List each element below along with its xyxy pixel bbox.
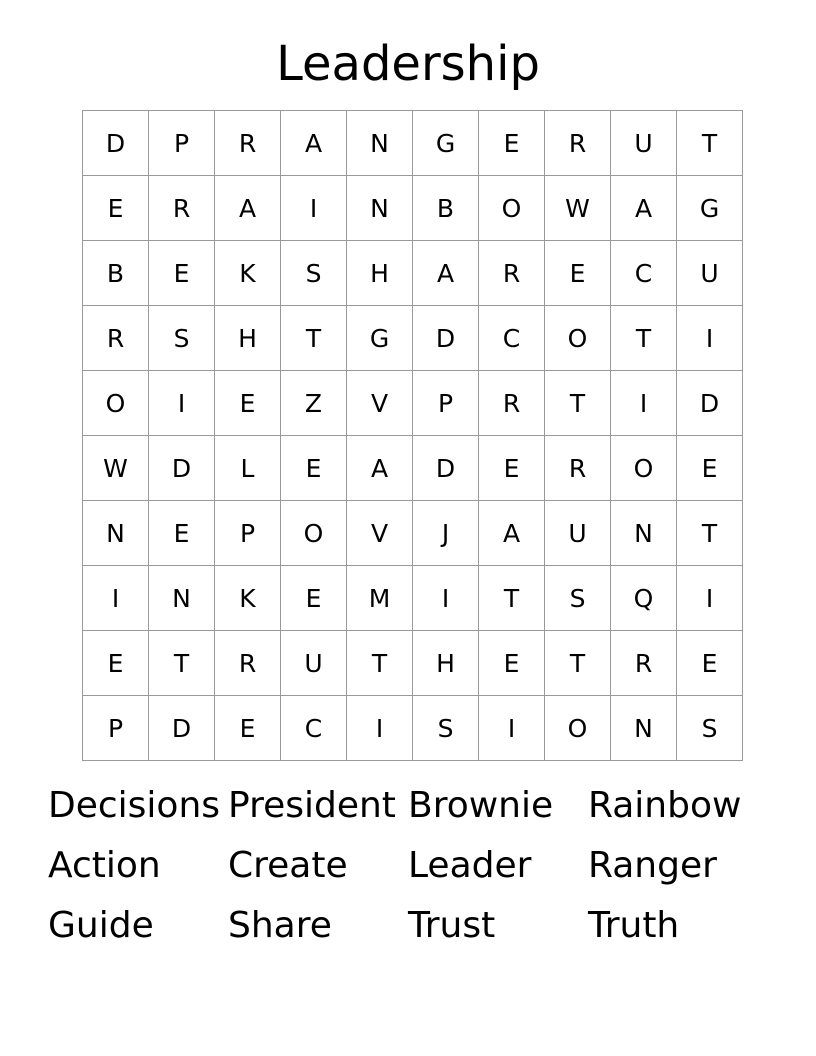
grid-cell: P [215,501,281,566]
grid-cell: W [545,176,611,241]
grid-cell: W [83,436,149,501]
word-list-item: Brownie [408,785,554,826]
grid-cell: L [215,436,281,501]
grid-cell: T [611,306,677,371]
word-list-item: President [228,785,396,826]
grid-cell: E [83,176,149,241]
grid-cell: B [83,241,149,306]
grid-cell: E [215,696,281,761]
grid-cell: V [347,371,413,436]
grid-cell: E [83,631,149,696]
grid-cell: J [413,501,479,566]
grid-cell: S [413,696,479,761]
grid-cell: E [479,111,545,176]
grid-cell: C [281,696,347,761]
grid-cell: T [677,501,743,566]
grid-cell: P [83,696,149,761]
grid-cell: S [677,696,743,761]
grid-cell: I [281,176,347,241]
grid-cell: O [83,371,149,436]
grid-cell: I [149,371,215,436]
grid-cell: C [611,241,677,306]
grid-cell: D [149,436,215,501]
grid-cell: Q [611,566,677,631]
grid-cell: S [281,241,347,306]
grid-cell: O [545,696,611,761]
grid-cell: U [545,501,611,566]
grid-row [83,111,743,176]
grid-cell: N [83,501,149,566]
letter-grid [82,110,743,761]
grid-row [83,241,743,306]
grid-cell: E [281,436,347,501]
grid-cell: A [479,501,545,566]
grid-cell: O [479,176,545,241]
grid-cell: G [677,176,743,241]
grid-cell: T [347,631,413,696]
grid-cell: I [479,696,545,761]
grid-row [83,631,743,696]
grid-cell: E [215,371,281,436]
grid-cell: U [677,241,743,306]
grid-cell: G [413,111,479,176]
grid-cell: Z [281,371,347,436]
grid-cell: E [677,631,743,696]
grid-cell: R [479,241,545,306]
grid-cell: D [413,306,479,371]
grid-cell: E [677,436,743,501]
grid-cell: E [479,631,545,696]
grid-cell: R [149,176,215,241]
grid-cell: B [413,176,479,241]
grid-row [83,176,743,241]
grid-cell: E [149,501,215,566]
word-list-item: Decisions [48,785,221,826]
grid-cell: H [215,306,281,371]
grid-row [83,501,743,566]
grid-row [83,696,743,761]
grid-cell: R [215,631,281,696]
grid-cell: R [545,111,611,176]
grid-cell: T [281,306,347,371]
grid-row [83,306,743,371]
grid-cell: T [149,631,215,696]
grid-cell: M [347,566,413,631]
grid-cell: E [545,241,611,306]
grid-cell: O [545,306,611,371]
grid-cell: E [479,436,545,501]
grid-cell: T [545,371,611,436]
grid-cell: N [611,501,677,566]
grid-cell: A [611,176,677,241]
grid-cell: D [677,371,743,436]
grid-cell: K [215,241,281,306]
grid-cell: A [347,436,413,501]
grid-cell: T [479,566,545,631]
grid-cell: R [545,436,611,501]
grid-cell: P [413,371,479,436]
word-list-item: Truth [588,905,680,946]
grid-cell: E [149,241,215,306]
grid-cell: E [281,566,347,631]
word-list-item: Action [48,845,161,886]
grid-cell: R [611,631,677,696]
grid-cell: I [83,566,149,631]
grid-cell: S [545,566,611,631]
grid-cell: H [347,241,413,306]
grid-cell: U [281,631,347,696]
grid-cell: I [347,696,413,761]
grid-cell: G [347,306,413,371]
word-list-item: Guide [48,905,154,946]
grid-cell: T [677,111,743,176]
word-list-item: Ranger [588,845,717,886]
puzzle-title: Leadership [276,36,540,92]
grid-cell: R [215,111,281,176]
grid-cell: H [413,631,479,696]
word-list-item: Leader [408,845,532,886]
word-list-item: Share [228,905,332,946]
grid-cell: I [677,306,743,371]
grid-cell: A [413,241,479,306]
grid-cell: P [149,111,215,176]
word-list-item: Create [228,845,348,886]
word-list-item: Rainbow [588,785,742,826]
grid-cell: D [413,436,479,501]
grid-cell: U [611,111,677,176]
grid-cell: I [677,566,743,631]
word-list [48,776,788,956]
grid-cell: A [281,111,347,176]
grid-cell: R [479,371,545,436]
grid-cell: V [347,501,413,566]
grid-cell: N [347,176,413,241]
grid-cell: O [281,501,347,566]
grid-row [83,566,743,631]
grid-row [83,371,743,436]
grid-cell: D [149,696,215,761]
word-list-item: Trust [408,905,496,946]
grid-cell: N [347,111,413,176]
grid-cell: I [611,371,677,436]
grid-cell: K [215,566,281,631]
grid-cell: S [149,306,215,371]
grid-cell: O [611,436,677,501]
grid-cell: N [149,566,215,631]
grid-cell: N [611,696,677,761]
grid-cell: T [545,631,611,696]
grid-cell: R [83,306,149,371]
grid-row [83,436,743,501]
grid-cell: D [83,111,149,176]
grid-cell: C [479,306,545,371]
grid-cell: A [215,176,281,241]
grid-cell: I [413,566,479,631]
